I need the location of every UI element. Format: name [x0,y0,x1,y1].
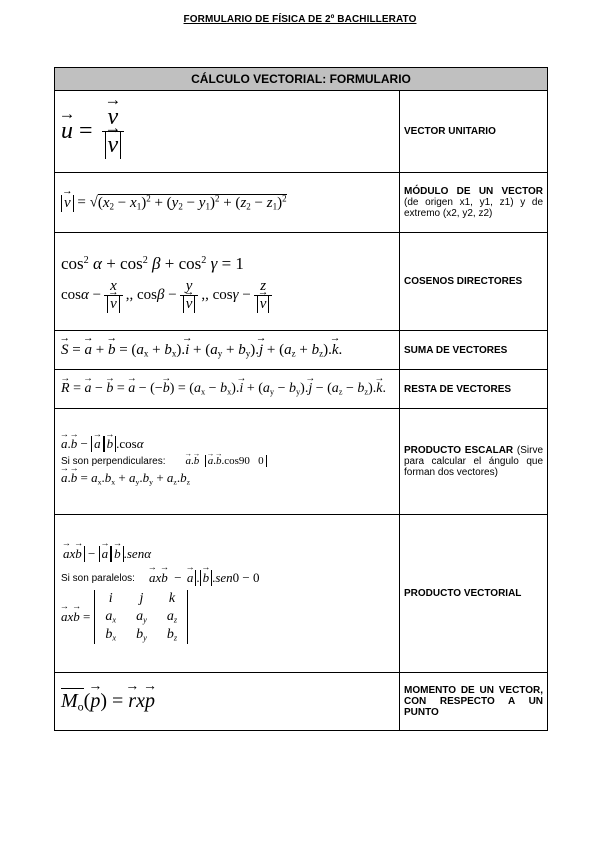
formula-cosenos: $\cos^2 \alpha + \cos^2 \beta + \cos^2 \gamma = 1$ cos α − x → v ,, cos β − y → v ,, cos γ − z → v [55,233,400,331]
formula-suma: → S = → a + → $b = (a_x + b_x).\to i + (a_y + b_y).\to j + (a_z + b_z).\to k$. [55,331,400,370]
table-row [55,370,548,409]
table-row [55,233,548,331]
label-suma: SUMA DE VECTORES [400,331,548,370]
formula-table [54,67,548,731]
table-row [55,91,548,173]
label-cosenos: COSENOS DIRECTORES [400,233,548,331]
formula-producto-vectorial: → ax→ b − → a→ b .senα Si son paralelos: → ax→ b − → a .→ b .sen0 − 0 → a x → b = i j k $a_x$ $a_y$ $a_z$ $b_x$ $b_y$ $b_z$ [55,515,400,673]
label-producto-vectorial: PRODUCTO VECTORIAL [400,515,548,673]
formula-modulo: → $v = √(x_2 - x_1)^2 + (y_2 - y_1)^2 + (z_2 - z_1)^2$ [55,173,400,233]
table-row [55,331,548,370]
label-modulo: MÓDULO DE UN VECTOR (de origen x1, y1, z1) y de extremo (x2, y2, z2) [400,173,548,233]
table-row [55,409,548,515]
table-row [55,673,548,731]
label-momento: MOMENTO DE UN VECTOR, CON RESPECTO A UN PUNTO [400,673,548,731]
label-vector-unitario: VECTOR UNITARIO [400,91,548,173]
note-paralelos: Si son paralelos: [61,572,135,584]
note-perpendiculares: Si son perpendiculares: [61,455,166,467]
label-resta: RESTA DE VECTORES [400,370,548,409]
table-header: CÁLCULO VECTORIAL: FORMULARIO [55,68,548,91]
formula-resta: → R = → a − → b = → a − (−→ $b) = (a_x - b_x).\to i + (a_y - b_y).\to j - (a_z - b_z).\to k$. [55,370,400,409]
formula-producto-escalar: → a.→ b − → a→ b .cosα Si son perpendiculares: → a.→ b → a.→ b.cos90 0 → $a.\to b = a_x.b_x + a_y.b_y + a_z.b_z$ [55,409,400,515]
table-row [55,173,548,233]
label-producto-escalar: PRODUCTO ESCALAR (Sirve para calcular el ángulo que forman dos vectores) [400,409,548,515]
table-row [55,515,548,673]
formula-momento: $M_o(\to p)$ = → rx→ p [55,673,400,731]
formula-unit-vector: → u = → v → v [55,91,400,173]
document-title: FORMULARIO DE FÍSICA DE 2º BACHILLERATO [183,14,417,25]
